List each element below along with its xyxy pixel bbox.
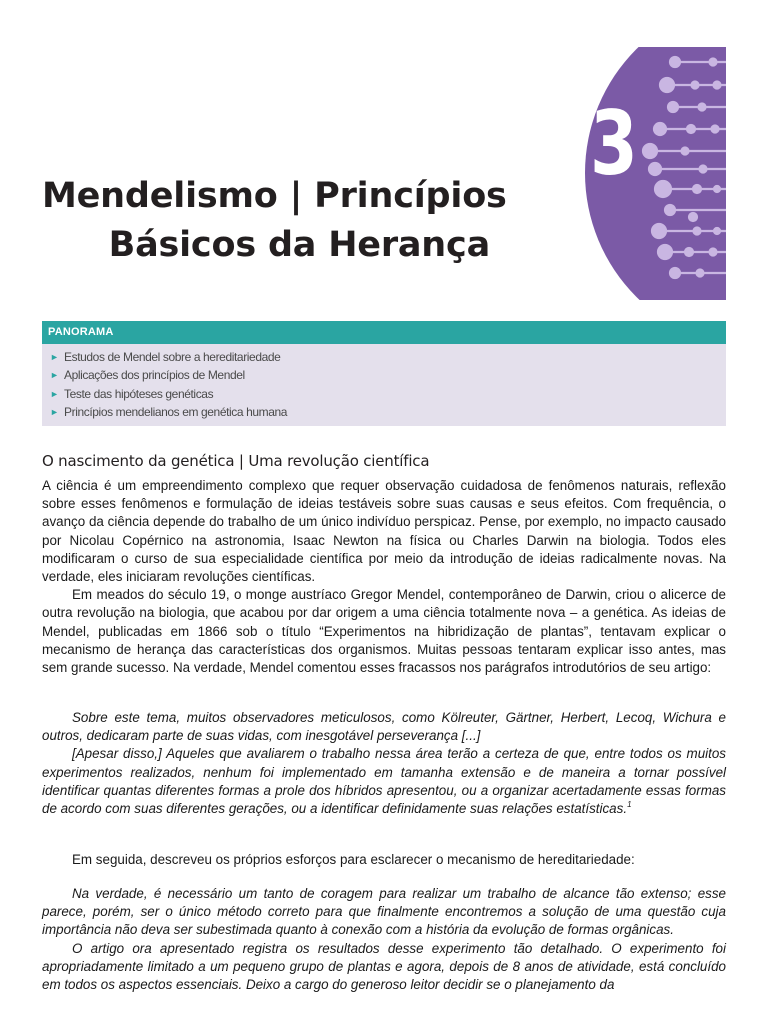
chapter-number: 3 [590, 92, 638, 195]
section-heading: O nascimento da genética | Uma revolução científica [42, 452, 430, 470]
paragraph-1: A ciência é um empreendimento complexo que requer observação cuidadosa de fenômenos naturais, reflexão sobre esses fenômenos e formulação de ideias testáveis sobre suas causas e seus efeitos. Com frequência, o avanço da ciência depende do trabalho de um único indivíduo perspicaz. Pense, por exemplo, no impacto causado por Nicolau Copérnico na astronomia, Isaac Newton na física ou Charles Darwin na biologia. Todos eles modificaram o curso de sua especialidade científica por meio da introdução de ideias radicalmente novas. Na verdade, eles iniciaram revoluções científicas. [42, 478, 726, 585]
panorama-item [50, 348, 726, 366]
bullet-arrow-icon: ► [50, 388, 59, 399]
chapter-title [42, 172, 507, 270]
paragraph-2: Em meados do século 19, o monge austríaco Gregor Mendel, contemporâneo de Darwin, criou o alicerce de outra revolução na biologia, que acabou por dar origem a uma ciência totalmente nova – a genética. As ideias de Mendel, publicadas em 1866 sob o título “Experimentos na hibridização de plantas”, tentavam explicar o mecanismo de herança das características dos organismos. Muitas pessoas tentaram explicar isso antes, mas sem grande sucesso. Na verdade, Mendel comentou esses fracassos nos parágrafos introdutórios de seu artigo: [42, 587, 726, 676]
panorama-list [42, 344, 726, 422]
panorama-item-text: Estudos de Mendel sobre a hereditariedade [64, 350, 281, 364]
bullet-arrow-icon: ► [50, 352, 59, 362]
panorama-item-text: Princípios mendelianos em genética humana [64, 405, 288, 420]
quote-block-2 [42, 885, 726, 994]
footnote-marker: 1 [627, 800, 632, 810]
bullet-arrow-icon: ► [50, 370, 59, 381]
panorama-item [50, 385, 726, 403]
body-text-block-2 [42, 851, 726, 869]
quote-paragraph-2-text: [Apesar disso,] Aqueles que avaliarem o trabalho nessa área terão a certeza de que, entre todos os muitos experimentos realizados, nenhum foi implementado em tamanha extensão e de maneira a tornar possível identificar quantas diferentes formas a prole dos híbridos apresentou, ou a organizar acertadamente essas formas de acordo com suas diferentes gerações, ou a identificar definidamente suas relações estatísticas. [42, 746, 726, 817]
quote-paragraph-2 [42, 745, 726, 818]
body-text-block-1 [42, 477, 726, 677]
quote-paragraph-3: Na verdade, é necessário um tanto de coragem para realizar um trabalho de alcance tão extenso; esse parece, porém, ser o único método correto para que finalmente encontremos a solução de uma questão cuja importância não deva ser subestimada quanto à conexão com a história da evolução de formas orgânicas. [42, 886, 726, 938]
panorama-item [50, 403, 726, 421]
panorama-item-text: Aplicações dos princípios de Mendel [64, 368, 245, 383]
chapter-title-line-1: Mendelismo | Princípios [42, 176, 507, 216]
bullet-arrow-icon: ► [50, 407, 59, 418]
quote-paragraph-1: Sobre este tema, muitos observadores meticulosos, como Kölreuter, Gärtner, Herbert, Lecoq, Wichura e outros, dedicaram parte de suas vidas, com inesgotável perseverança [...] [42, 710, 726, 744]
quote-block-1 [42, 709, 726, 818]
panorama-box [42, 321, 726, 426]
panorama-item-text: Teste das hipóteses genéticas [64, 386, 214, 401]
panorama-label: PANORAMA [42, 321, 726, 344]
paragraph-3: Em seguida, descreveu os próprios esforços para esclarecer o mecanismo de hereditariedade: [72, 852, 635, 867]
chapter-title-line-2: Básicos da Herança [108, 225, 490, 265]
quote-paragraph-4: O artigo ora apresentado registra os resultados desse experimento tão detalhado. O experimento foi apropriadamente limitado a um pequeno grupo de plantas e agora, depois de 8 anos de atividade, está concluído em todos os aspectos essenciais. Deixo a cargo do generoso leitor decidir se o planejamento da [42, 940, 726, 993]
panorama-item [50, 366, 726, 384]
